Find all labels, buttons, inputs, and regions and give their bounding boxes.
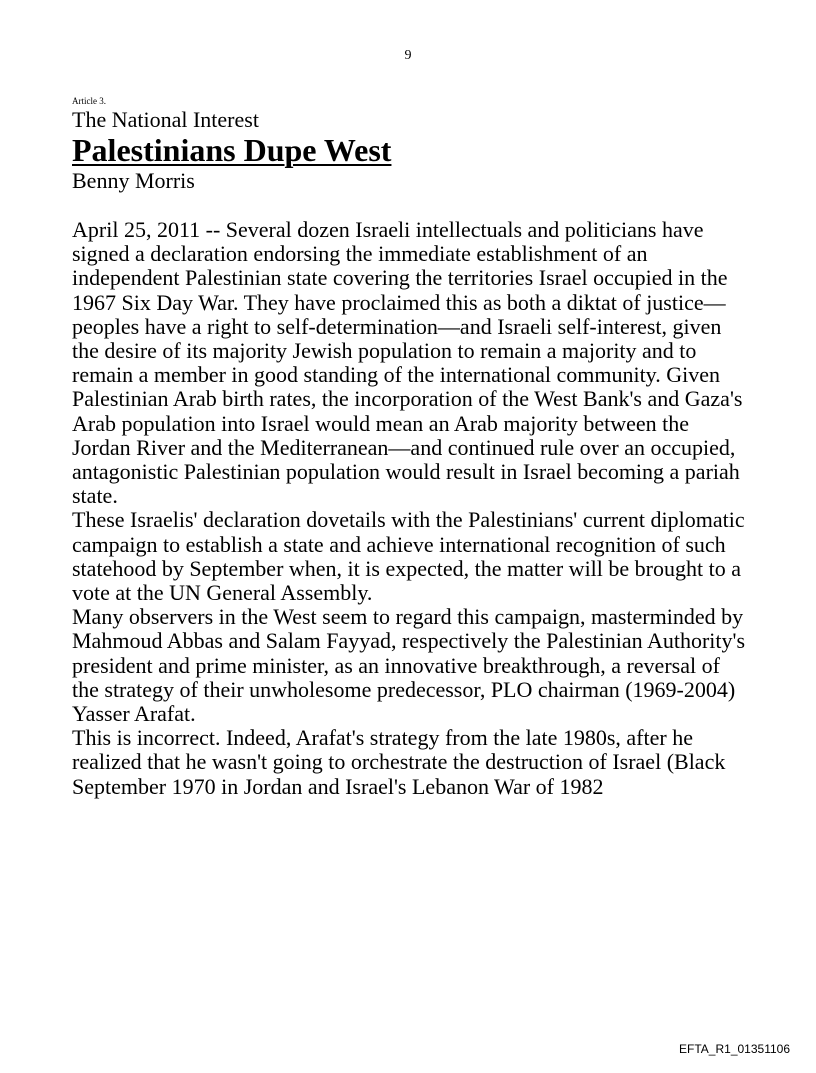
article-paragraph-1: April 25, 2011 -- Several dozen Israeli intellectuals and politicians have signed a declaration endorsing the immediate establishment of an independent Palestinian state covering the territories Israel occupied in the 1967 Six Day War. They have proclaimed this as both a diktat of justice—peoples have a right to self-determination—and Israeli self-interest, given the desire of its majority Jewish population to remain a majority and to remain a member in good standing of the international community. Given Palestinian Arab birth rates, the incorporation of the West Bank's and Gaza's Arab population into Israel would mean an Arab majority between the Jordan River and the Mediterranean—and continued rule over an occupied, antagonistic Palestinian population would result in Israel becoming a pariah state. <box>72 217 743 509</box>
document-id: EFTA_R1_01351106 <box>679 1042 790 1056</box>
article-paragraph-3: Many observers in the West seem to regard this campaign, masterminded by Mahmoud Abbas and Salam Fayyad, respectively the Palestinian Authority's president and prime minister, as an innovative breakthrough, a reversal of the strategy of their unwholesome predecessor, PLO chairman (1969-2004) Yasser Arafat. <box>72 604 746 727</box>
article-headline: Palestinians Dupe West <box>72 132 392 168</box>
article-author: Benny Morris <box>72 168 195 193</box>
article-paragraph-2: These Israelis' declaration dovetails with the Palestinians' current diplomatic campaign to establish a state and achieve international recognition of such statehood by September when, it is expected, the matter will be brought to a vote at the UN General Assembly. <box>72 507 745 606</box>
article-label: Article 3. <box>72 96 106 106</box>
page-number: 9 <box>404 48 412 63</box>
article-paragraph-4: This is incorrect. Indeed, Arafat's strategy from the late 1980s, after he realized that he wasn't going to orchestrate the destruction of Israel (Black September 1970 in Jordan and Israel's Lebanon War of 1982 <box>72 725 726 799</box>
publication-name: The National Interest <box>72 107 259 132</box>
article <box>72 96 752 799</box>
